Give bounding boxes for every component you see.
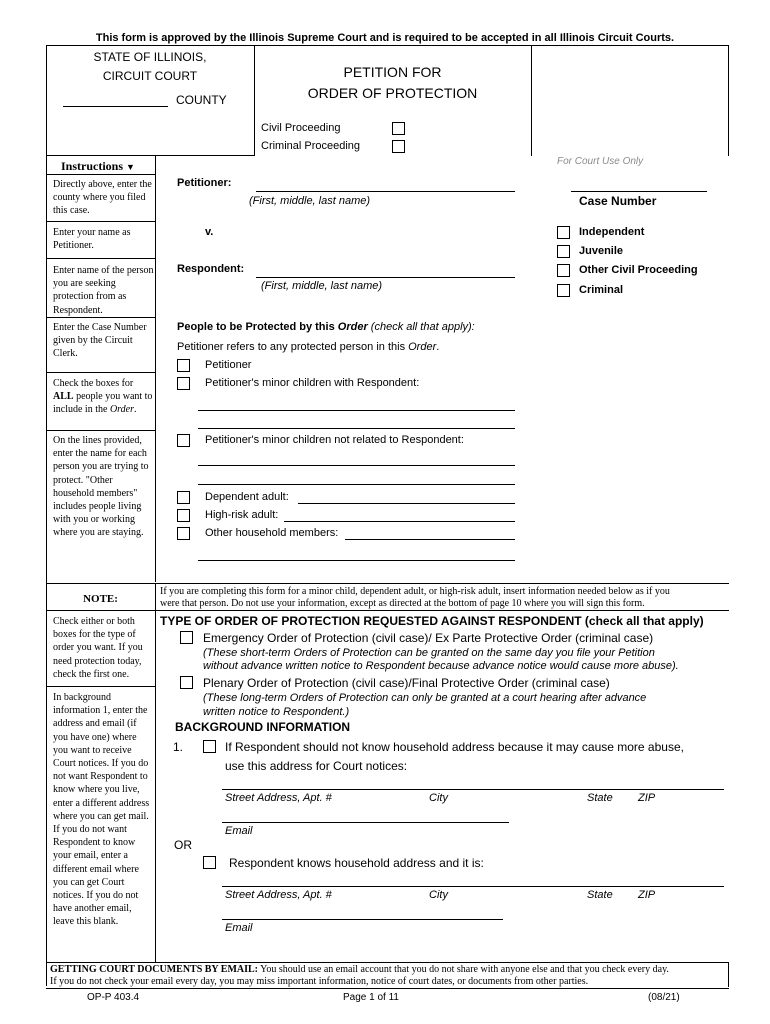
protect-dependent-label: Dependent adult: — [205, 491, 289, 503]
civil-proceeding-checkbox[interactable] — [392, 122, 405, 135]
respondent-name-hint: (First, middle, last name) — [261, 280, 383, 292]
plenary-order-label: Plenary Order of Protection (civil case)/Final Protective Order (criminal case) — [203, 676, 610, 690]
instructions-divider — [46, 317, 155, 318]
state-label: State — [587, 792, 613, 804]
petitioner-label: Petitioner: — [177, 177, 232, 189]
zip-label: ZIP — [638, 792, 656, 804]
case-type-juvenile-label: Juvenile — [579, 245, 624, 257]
address-unknown-line2: use this address for Court notices: — [225, 759, 408, 773]
court-use-only-label: For Court Use Only — [557, 156, 644, 167]
email-label: Email — [225, 825, 253, 837]
protect-high-risk-checkbox[interactable] — [177, 509, 190, 522]
household-name-line[interactable] — [345, 539, 515, 540]
court-county: COUNTY — [176, 93, 227, 107]
case-type-criminal-checkbox[interactable] — [557, 284, 570, 297]
note-bottom-border — [46, 610, 729, 611]
background-item-number: 1. — [173, 740, 184, 754]
background-heading: BACKGROUND INFORMATION — [175, 720, 351, 734]
protect-household-checkbox[interactable] — [177, 527, 190, 540]
dependent-name-line[interactable] — [298, 503, 515, 504]
minor-note-line2: were that person. Do not use your information, except as directed at the bottom of page 10 where you will sign this form. — [160, 598, 645, 609]
note-label: NOTE: — [83, 593, 118, 605]
email-label: Email — [225, 922, 253, 934]
case-type-other-civil-checkbox[interactable] — [557, 264, 570, 277]
instruction-check-boxes: Check the boxes for ALL people you want to include in the Order. — [53, 378, 153, 416]
address-known-label: Respondent knows household address and it is: — [229, 856, 484, 870]
instructions-divider — [46, 430, 155, 431]
instructions-divider — [46, 686, 155, 687]
notice-address-line[interactable] — [222, 789, 724, 790]
street-label: Street Address, Apt. # — [225, 889, 332, 901]
household-name-line[interactable] — [198, 560, 515, 561]
city-label: City — [429, 792, 448, 804]
city-label: City — [429, 889, 448, 901]
protected-heading: People to be Protected by this Order (check all that apply): — [177, 321, 475, 333]
protect-minor-with-checkbox[interactable] — [177, 377, 190, 390]
email-notice-line2: If you do not check your email every day, you may miss important information, notice of court dates, or documents from other parties. — [50, 976, 589, 987]
case-type-other-civil-label: Other Civil Proceeding — [579, 264, 698, 276]
protect-high-risk-label: High-risk adult: — [205, 509, 279, 521]
case-number-label: Case Number — [579, 194, 657, 208]
form-id: OP-P 403.4 — [87, 992, 140, 1003]
high-risk-name-line[interactable] — [284, 521, 515, 522]
criminal-proceeding-label: Criminal Proceeding — [261, 140, 361, 152]
caret-down-icon: ▼ — [126, 162, 135, 172]
court-state: STATE OF ILLINOIS, — [93, 50, 207, 64]
protect-dependent-checkbox[interactable] — [177, 491, 190, 504]
civil-proceeding-label: Civil Proceeding — [261, 122, 341, 134]
case-type-criminal-label: Criminal — [579, 284, 624, 296]
instruction-lines: On the lines provided, enter the name for each person you are trying to protect. "Other household members" includes people living with you or working where you are staying. — [53, 435, 149, 539]
minor-not-name-line[interactable] — [198, 465, 515, 466]
emergency-order-note-2: without advance written notice to Respondent because advance notice would cause more abuse). — [203, 660, 679, 672]
notice-email-line[interactable] — [222, 822, 509, 823]
instructions-heading[interactable] — [61, 159, 135, 174]
petitioner-name-line[interactable] — [256, 191, 515, 192]
instructions-right-border-lower — [155, 620, 156, 962]
instructions-divider — [46, 174, 155, 175]
household-email-line[interactable] — [222, 919, 503, 920]
household-address-line[interactable] — [222, 886, 724, 887]
protect-petitioner-label: Petitioner — [205, 359, 252, 371]
order-type-heading: TYPE OF ORDER OF PROTECTION REQUESTED AGAINST RESPONDENT (check all that apply) — [160, 614, 704, 628]
respondent-label: Respondent: — [177, 263, 245, 275]
instructions-right-border-upper — [155, 156, 156, 582]
email-notice-line1: GETTING COURT DOCUMENTS BY EMAIL: You should use an email account that you do not share with anyone else and that you check every day. — [50, 964, 669, 975]
header-right-border — [728, 45, 729, 156]
form-date: (08/21) — [648, 992, 680, 1003]
emergency-order-checkbox[interactable] — [180, 631, 193, 644]
emergency-order-label: Emergency Order of Protection (civil case)/ Ex Parte Protective Order (criminal case) — [203, 631, 654, 645]
instructions-left-border — [46, 156, 47, 986]
protect-minor-with-label: Petitioner's minor children with Respondent: — [205, 377, 420, 389]
instructions-heading-text: Instructions — [61, 159, 124, 173]
address-unknown-checkbox[interactable] — [203, 740, 216, 753]
address-known-checkbox[interactable] — [203, 856, 216, 869]
protect-minor-not-checkbox[interactable] — [177, 434, 190, 447]
court-circuit: CIRCUIT COURT — [102, 69, 198, 83]
state-label: State — [587, 889, 613, 901]
form-approval-notice: This form is approved by the Illinois Supreme Court and is required to be accepted in all Illinois Circuit Courts. — [95, 32, 675, 44]
address-unknown-line1: If Respondent should not know household address because it may cause more abuse, — [225, 740, 684, 754]
header-bottom-border — [46, 155, 254, 156]
header-top-border — [46, 45, 729, 46]
petitioner-name-hint: (First, middle, last name) — [249, 195, 371, 207]
minor-with-name-line[interactable] — [198, 428, 515, 429]
footer-bottom-border — [46, 988, 729, 989]
criminal-proceeding-checkbox[interactable] — [392, 140, 405, 153]
case-type-independent-checkbox[interactable] — [557, 226, 570, 239]
case-type-independent-label: Independent — [579, 226, 645, 238]
plenary-order-note-2: written notice to Respondent.) — [203, 706, 350, 718]
instruction-case-number: Enter the Case Number given by the Circuit Clerk. — [53, 322, 147, 360]
form-title-line1: PETITION FOR — [343, 64, 442, 80]
case-type-juvenile-checkbox[interactable] — [557, 245, 570, 258]
instruction-background: In background information 1, enter the address and email (if you have one) where you want to receive Court notices. If you do not want Respondent to know where you live, enter a different address where you can get mail. If you do not want Respondent to know your email, enter a different email where you can get Court notices. If you do not have another email, leave this blank. — [53, 692, 150, 928]
emergency-order-note-1: (These short-term Orders of Protection can be granted on the same day you file your Petition — [203, 647, 655, 659]
form-title-line2: ORDER OF PROTECTION — [307, 85, 478, 101]
instructions-right-border-note — [155, 583, 156, 620]
minor-note-line1: If you are completing this form for a minor child, dependent adult, or high-risk adult, insert information needed below as if you — [160, 586, 670, 597]
respondent-name-line[interactable] — [256, 277, 515, 278]
protect-minor-not-label: Petitioner's minor children not related to Respondent: — [205, 434, 464, 446]
footer-right-border — [728, 962, 729, 987]
versus-label: v. — [205, 226, 214, 238]
minor-not-name-line[interactable] — [198, 484, 515, 485]
instruction-county: Directly above, enter the county where you filed this case. — [53, 179, 152, 217]
or-label: OR — [174, 838, 192, 852]
protect-household-label: Other household members: — [205, 527, 339, 539]
instruction-name: Enter your name as Petitioner. — [53, 227, 131, 252]
petitioner-refers-text: Petitioner refers to any protected person in this Order. — [177, 341, 440, 353]
page-number: Page 1 of 11 — [343, 992, 399, 1003]
instructions-divider — [46, 372, 155, 373]
instructions-divider — [46, 221, 155, 222]
case-number-line[interactable] — [571, 191, 707, 192]
instruction-order-type: Check either or both boxes for the type of order you want. If you need protection today, check the first one. — [53, 616, 143, 680]
plenary-order-checkbox[interactable] — [180, 676, 193, 689]
street-label: Street Address, Apt. # — [225, 792, 332, 804]
header-divider-right — [531, 45, 532, 156]
minor-with-name-line[interactable] — [198, 410, 515, 411]
plenary-order-note-1: (These long-term Orders of Protection can only be granted at a court hearing after advance — [203, 692, 647, 704]
instruction-respondent: Enter name of the person you are seeking protection from as Respondent. — [53, 265, 154, 316]
county-blank-line[interactable] — [63, 106, 168, 107]
instructions-divider — [46, 258, 155, 259]
protect-petitioner-checkbox[interactable] — [177, 359, 190, 372]
footer-top-border — [46, 962, 729, 963]
note-top-border — [46, 583, 729, 584]
zip-label: ZIP — [638, 889, 656, 901]
